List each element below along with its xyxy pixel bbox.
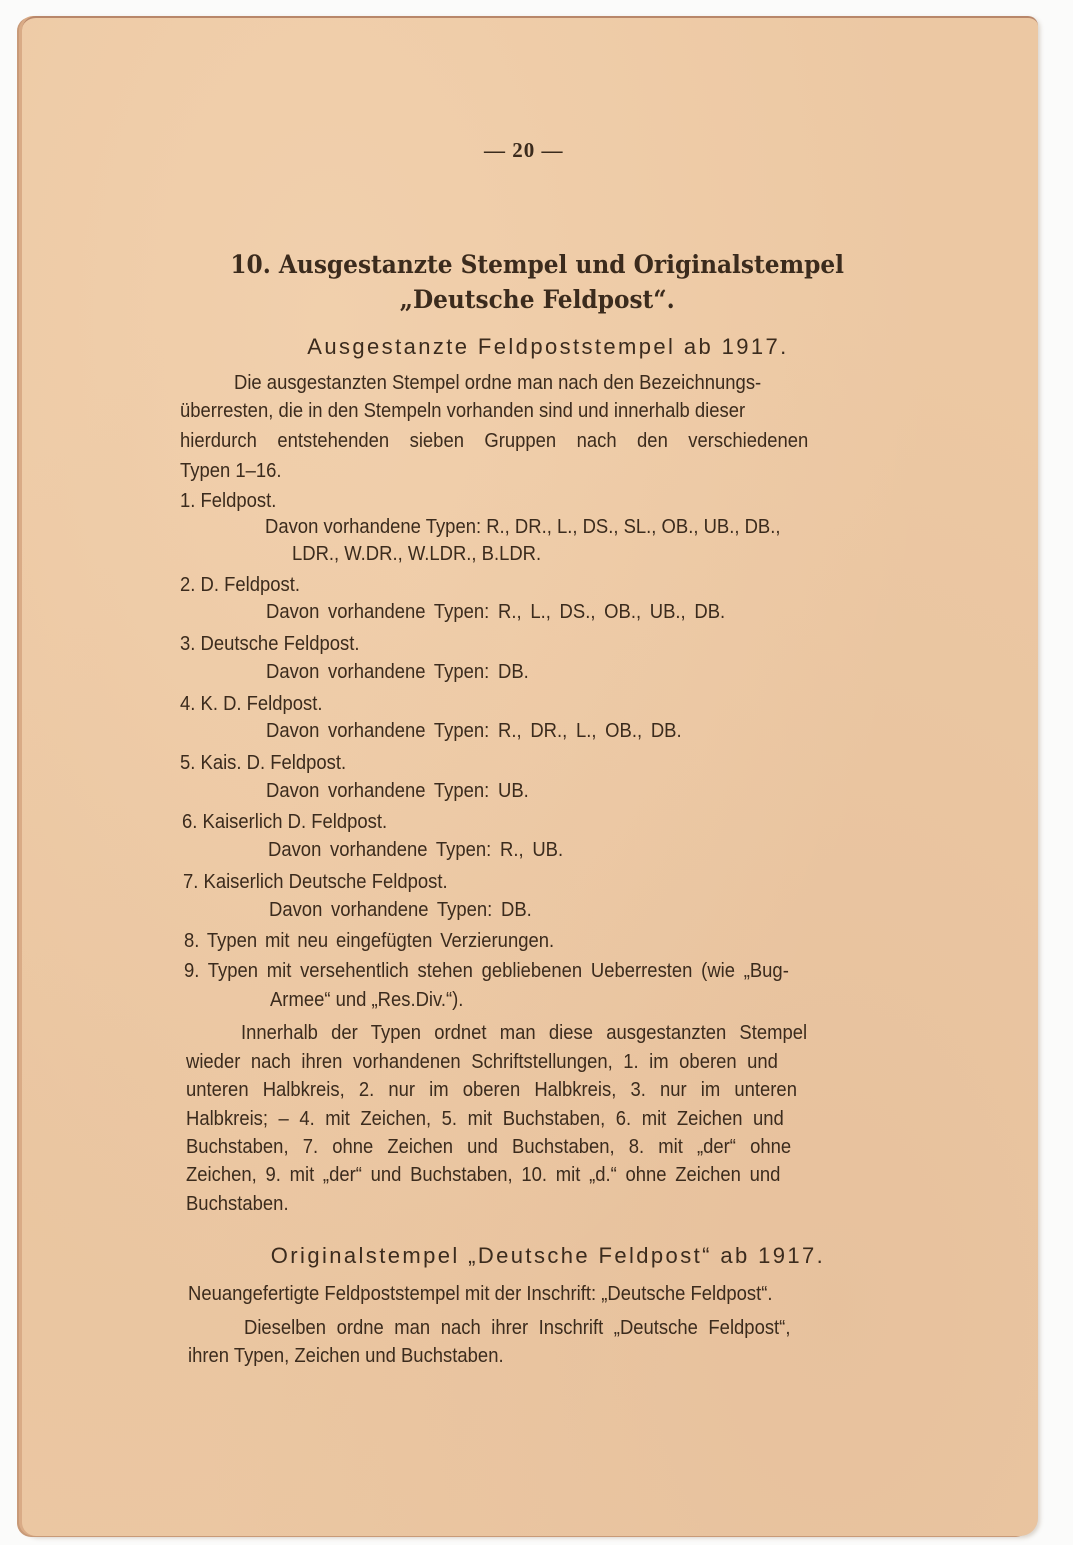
group-label: 3. Deutsche Feldpost.	[180, 632, 360, 655]
page-number: — 20 —	[484, 138, 564, 162]
section2-line: Dieselben ordne man nach ihrer Inschrift „Deutsche Feldpost“,	[244, 1316, 791, 1339]
ordering-line: wieder nach ihren vorhandenen Schriftstellungen, 1. im oberen und	[186, 1050, 778, 1073]
section2-line: Neuangefertigte Feldpoststempel mit der Inschrift: „Deutsche Feldpost“.	[188, 1282, 773, 1305]
group-types: LDR., W.DR., W.LDR., B.LDR.	[292, 542, 542, 565]
intro-line: Typen 1–16.	[180, 459, 282, 482]
group-label: 7. Kaiserlich Deutsche Feldpost.	[183, 870, 448, 893]
section-heading-originalstempel: Originalstempel „Deutsche Feldpost“ ab 1917.	[270, 1243, 826, 1268]
group-types: Davon vorhandene Typen: DB.	[266, 660, 529, 683]
chapter-title-line-1: 10. Ausgestanzte Stempel und Originalstempel	[230, 250, 844, 279]
ordering-line: Buchstaben, 7. ohne Zeichen und Buchstaben, 8. mit „der“ ohne	[186, 1135, 792, 1158]
ordering-line: unteren Halbkreis, 2. nur im oberen Halbkreis, 3. nur im unteren	[186, 1078, 797, 1101]
group-types: Davon vorhandene Typen: DB.	[269, 898, 532, 921]
item-8: 8. Typen mit neu eingefügten Verzierungen.	[184, 929, 555, 952]
intro-line: Die ausgestanzten Stempel ordne man nach den Bezeichnungs-	[234, 371, 762, 394]
item-9-line-1: 9. Typen mit versehentlich stehen gebliebenen Ueberresten (wie „Bug-	[184, 959, 789, 982]
intro-line: überresten, die in den Stempeln vorhanden sind und innerhalb dieser	[180, 399, 746, 422]
group-label: 5. Kais. D. Feldpost.	[180, 751, 347, 774]
group-types: Davon vorhandene Typen: UB.	[266, 779, 529, 802]
section2-line: ihren Typen, Zeichen und Buchstaben.	[188, 1344, 504, 1367]
group-types: Davon vorhandene Typen: R., DR., L., OB., DB.	[266, 719, 682, 742]
chapter-title-line-2: „Deutsche Feldpost“.	[399, 285, 675, 314]
group-types: Davon vorhandene Typen: R., DR., L., DS., SL., OB., UB., DB.,	[265, 515, 781, 538]
group-label: 4. K. D. Feldpost.	[180, 692, 323, 715]
item-9-line-2: Armee“ und „Res.Div.“).	[270, 988, 464, 1011]
ordering-line: Halbkreis; – 4. mit Zeichen, 5. mit Buchstaben, 6. mit Zeichen und	[186, 1107, 784, 1130]
group-types: Davon vorhandene Typen: R., UB.	[268, 838, 564, 861]
ordering-line: Innerhalb der Typen ordnet man diese ausgestanzten Stempel	[241, 1021, 808, 1044]
section-heading-ausgestanzte: Ausgestanzte Feldpoststempel ab 1917.	[307, 334, 789, 359]
group-label: 6. Kaiserlich D. Feldpost.	[182, 810, 388, 833]
group-label: 1. Feldpost.	[180, 489, 277, 512]
book-page	[22, 16, 1038, 1536]
ordering-line: Buchstaben.	[186, 1192, 289, 1215]
ordering-line: Zeichen, 9. mit „der“ und Buchstaben, 10. mit „d.“ ohne Zeichen und	[186, 1163, 781, 1186]
group-types: Davon vorhandene Typen: R., L., DS., OB., UB., DB.	[266, 600, 726, 623]
intro-line: hierdurch entstehenden sieben Gruppen nach den verschiedenen	[180, 429, 809, 452]
group-label: 2. D. Feldpost.	[180, 573, 300, 596]
